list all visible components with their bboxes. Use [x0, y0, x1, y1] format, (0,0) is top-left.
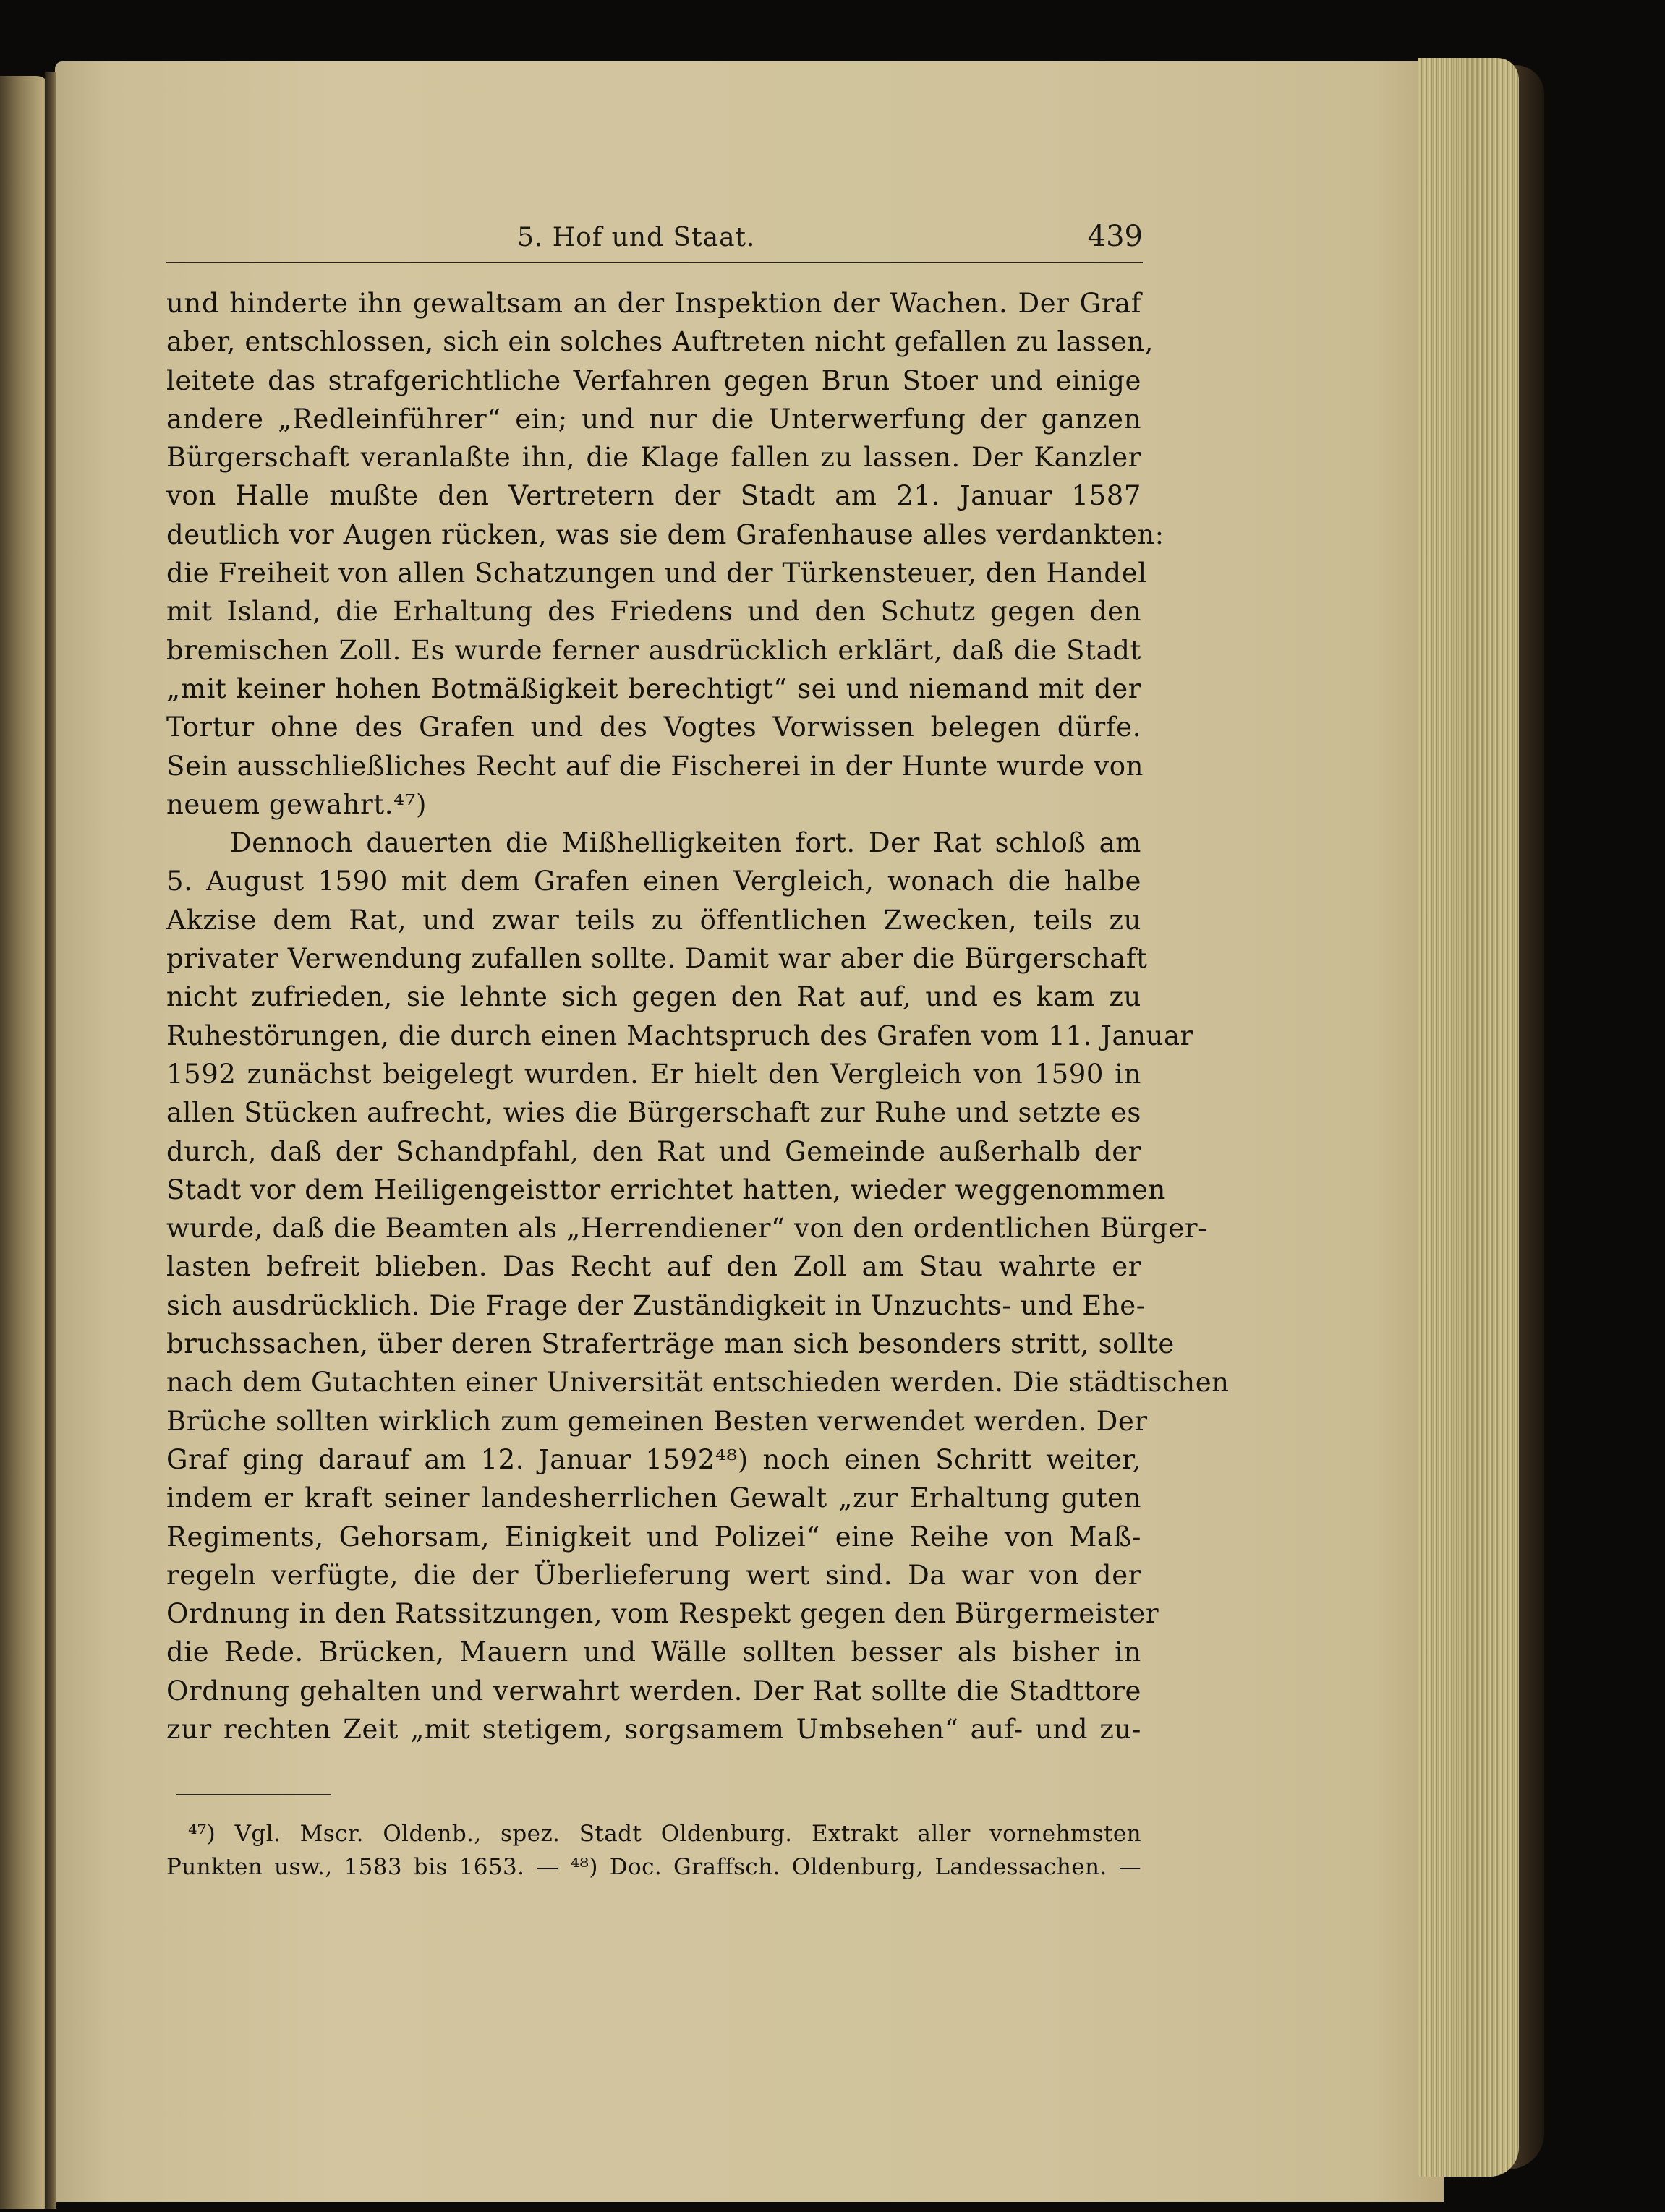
- text-line: Brüche sollten wirklich zum gemeinen Besten verwendet werden. Der: [166, 1405, 1148, 1437]
- text-line: neuem gewahrt.⁴⁷): [166, 788, 427, 820]
- text-line: und hinderte ihn gewaltsam an der Inspektion der Wachen. Der Graf: [166, 288, 1141, 319]
- text-line: andere „Redleinführer“ ein; und nur die Unterwerfung der ganzen: [166, 403, 1141, 435]
- text-line: Tortur ohne des Grafen und des Vogtes Vorwissen belegen dürfe.: [166, 712, 1141, 743]
- text-line: 5. August 1590 mit dem Grafen einen Vergleich, wonach die halbe: [166, 866, 1141, 897]
- footnote-line: Punkten usw., 1583 bis 1653. — ⁴⁸) Doc. Graffsch. Oldenburg, Landessachen. —: [166, 1854, 1141, 1880]
- text-line: allen Stücken aufrecht, wies die Bürgerschaft zur Ruhe und setzte es: [166, 1097, 1141, 1129]
- text-line: 1592 zunächst beigelegt wurden. Er hielt den Vergleich von 1590 in: [166, 1058, 1141, 1090]
- text-line: aber, entschlossen, sich ein solches Auftreten nicht gefallen zu lassen,: [166, 326, 1154, 358]
- running-head: 5. Hof und Staat.: [517, 223, 756, 252]
- text-line: sich ausdrücklich. Die Frage der Zuständigkeit in Unzuchts- und Ehe-: [166, 1289, 1146, 1321]
- text-line: die Freiheit von allen Schatzungen und der Türkensteuer, den Handel: [166, 558, 1147, 589]
- text-line: Ordnung gehalten und verwahrt werden. Der Rat sollte die Stadttore: [166, 1675, 1141, 1707]
- text-line: Stadt vor dem Heiligengeisttor errichtet hatten, wieder weggenommen: [166, 1174, 1166, 1205]
- text-line: Ruhestörungen, die durch einen Machtspruch des Grafen vom 11. Januar: [166, 1020, 1193, 1051]
- text-line: „mit keiner hohen Botmäßigkeit berechtigt“ sei und niemand mit der: [166, 672, 1141, 704]
- text-line: indem er kraft seiner landesherrlichen Gewalt „zur Erhaltung guten: [166, 1482, 1141, 1514]
- text-line: von Halle mußte den Vertretern der Stadt am 21. Januar 1587: [166, 480, 1141, 512]
- text-line: die Rede. Brücken, Mauern und Wälle sollten besser als bisher in: [166, 1636, 1141, 1668]
- text-line: Dennoch dauerten die Mißhelligkeiten fort. Der Rat schloß am: [230, 827, 1141, 859]
- text-line: lasten befreit blieben. Das Recht auf den Zoll am Stau wahrte er: [166, 1251, 1141, 1283]
- text-line: wurde, daß die Beamten als „Herrendiener“ von den ordentlichen Bürger-: [166, 1213, 1208, 1244]
- footnotes: [166, 1817, 1141, 1884]
- text-line: bruchssachen, über deren Straferträge man sich besonders stritt, sollte: [166, 1328, 1175, 1360]
- footnote-line: ⁴⁷) Vgl. Mscr. Oldenb., spez. Stadt Oldenburg. Extrakt aller vornehmsten: [188, 1821, 1141, 1847]
- page-fore-edge: [1418, 58, 1519, 2177]
- text-line: bremischen Zoll. Es wurde ferner ausdrücklich erklärt, daß die Stadt: [166, 634, 1141, 666]
- footnote-rule: [176, 1794, 331, 1795]
- text-line: zur rechten Zeit „mit stetigem, sorgsamem Umbsehen“ auf- und zu-: [166, 1713, 1141, 1745]
- text-line: regeln verfügte, die der Überlieferung wert sind. Da war von der: [166, 1559, 1141, 1591]
- text-line: Graf ging darauf am 12. Januar 1592⁴⁸) noch einen Schritt weiter,: [166, 1443, 1141, 1475]
- text-line: leitete das strafgerichtliche Verfahren gegen Brun Stoer und einige: [166, 364, 1141, 396]
- text-line: Sein ausschließliches Recht auf die Fischerei in der Hunte wurde von: [166, 750, 1144, 782]
- book-gutter: [45, 72, 56, 2209]
- text-line: nach dem Gutachten einer Universität entschieden werden. Die städtischen: [166, 1367, 1230, 1398]
- text-line: Bürgerschaft veranlaßte ihn, die Klage fallen zu lassen. Der Kanzler: [166, 442, 1141, 474]
- text-line: Regiments, Gehorsam, Einigkeit und Polizei“ eine Reihe von Maß-: [166, 1521, 1141, 1553]
- left-page-edge: [0, 76, 51, 2209]
- text-line: mit Island, die Erhaltung des Friedens und den Schutz gegen den: [166, 596, 1141, 628]
- text-line: durch, daß der Schandpfahl, den Rat und Gemeinde außerhalb der: [166, 1135, 1141, 1167]
- text-line: deutlich vor Augen rücken, was sie dem Grafenhause alles verdankten:: [166, 518, 1164, 550]
- text-line: Ordnung in den Ratssitzungen, vom Respekt gegen den Bürgermeister: [166, 1598, 1159, 1630]
- page-header: [166, 217, 1143, 263]
- text-line: Akzise dem Rat, und zwar teils zu öffentlichen Zwecken, teils zu: [166, 904, 1141, 936]
- text-line: nicht zufrieden, sie lehnte sich gegen den Rat auf, und es kam zu: [166, 981, 1141, 1013]
- body-text: [166, 284, 1230, 1748]
- page-number: 439: [1087, 220, 1143, 253]
- text-line: privater Verwendung zufallen sollte. Damit war aber die Bürgerschaft: [166, 943, 1148, 975]
